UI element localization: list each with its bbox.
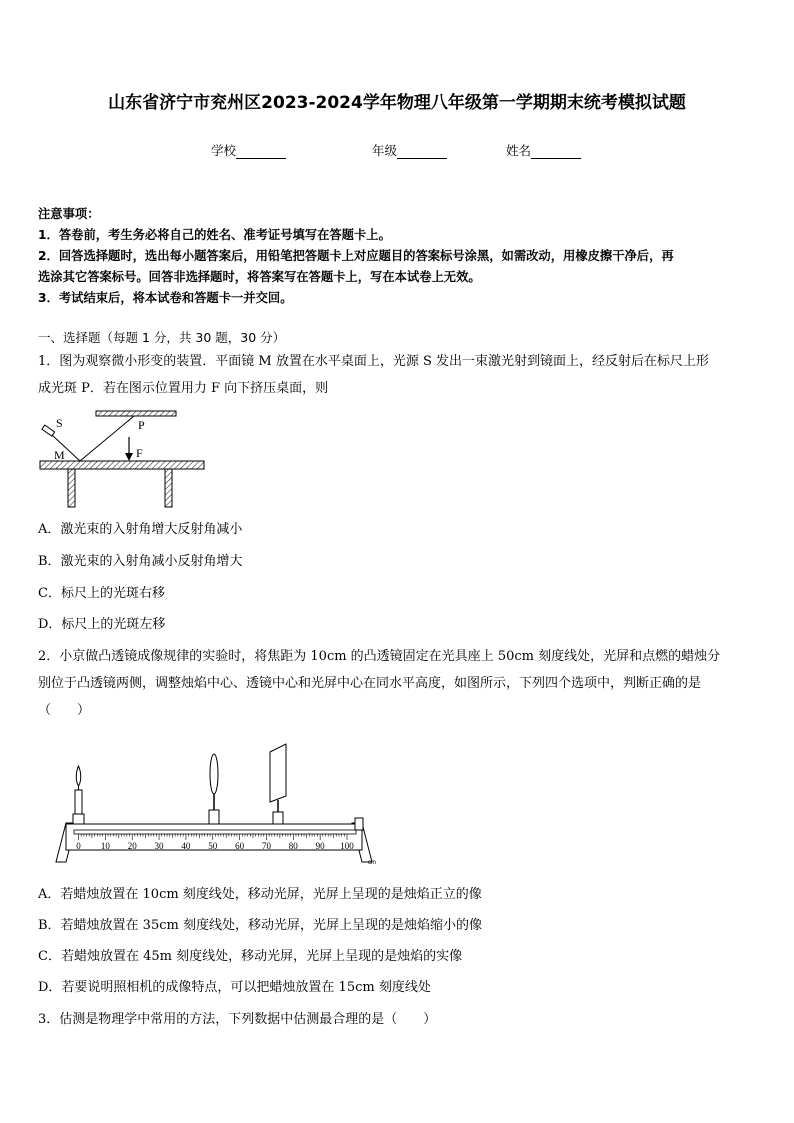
notice-item: 2．回答选择题时，选出每小题答案后，用铅笔把答题卡上对应题目的答案标号涂黑，如需改动，用橡皮擦干净后，再 bbox=[38, 249, 674, 263]
name-field[interactable] bbox=[506, 141, 581, 159]
option-d[interactable]: D．若要说明照相机的成像特点，可以把蜡烛放置在 15cm 刻度线处 bbox=[38, 980, 431, 995]
light-screen bbox=[270, 744, 286, 802]
ruler-label: 70 bbox=[261, 841, 271, 851]
ruler-label: 100 bbox=[340, 841, 354, 851]
ruler-unit: cm bbox=[368, 860, 376, 865]
optical-bench-figure bbox=[52, 740, 382, 865]
grade-field[interactable] bbox=[372, 141, 447, 159]
ruler-label: 0 bbox=[76, 841, 81, 851]
grade-label: 年级 bbox=[372, 143, 398, 158]
candle-flame bbox=[76, 766, 81, 786]
ruler-label: 60 bbox=[235, 841, 245, 851]
label-s: S bbox=[56, 416, 63, 430]
mirror-figure bbox=[38, 407, 208, 509]
option-b[interactable]: B．若蜡烛放置在 35cm 刻度线处，移动光屏，光屏上呈现的是烛焰缩小的像 bbox=[38, 918, 482, 933]
notice-heading: 注意事项： bbox=[38, 207, 100, 221]
convex-lens bbox=[210, 754, 218, 794]
candle-holder bbox=[73, 814, 84, 824]
question-line: 1．图为观察微小形变的装置．平面镜 M 放置在水平桌面上，光源 S 发出一束激光射到镜面上，经反射后在标尺上形 bbox=[38, 354, 710, 369]
ruler-label: 90 bbox=[315, 841, 325, 851]
ruler-label: 40 bbox=[181, 841, 191, 851]
question-line: 别位于凸透镜两侧，调整烛焰中心、透镜中心和光屏中心在同水平高度，如图所示，下列四个选项中，判断正确的是 bbox=[38, 676, 702, 691]
screen-holder bbox=[273, 812, 283, 824]
option-b[interactable]: B．激光束的入射角减小反射角增大 bbox=[38, 554, 243, 569]
ruler-label: 20 bbox=[127, 841, 137, 851]
candle-body bbox=[75, 790, 82, 814]
section-heading: 一、选择题（每题 1 分，共 30 题，30 分） bbox=[38, 330, 286, 345]
table-leg bbox=[68, 469, 75, 507]
label-m: M bbox=[54, 448, 65, 462]
question-line: 成光斑 P．若在图示位置用力 F 向下挤压桌面，则 bbox=[38, 381, 329, 396]
laser-source bbox=[42, 425, 55, 436]
question-line: 2．小京做凸透镜成像规律的实验时，将焦距为 10cm 的凸透镜固定在光具座上 50cm 刻度线处，光屏和点燃的蜡烛分 bbox=[38, 649, 721, 664]
question-3-stem: 3．估测是物理学中常用的方法，下列数据中估测最合理的是（ ） bbox=[38, 1012, 437, 1027]
force-arrowhead bbox=[125, 453, 133, 461]
option-c[interactable]: C．若蜡烛放置在 45m 刻度线处，移动光屏，光屏上呈现的是烛焰的实像 bbox=[38, 949, 463, 964]
table-top bbox=[40, 461, 204, 469]
school-field[interactable] bbox=[211, 141, 286, 159]
question-2-stem bbox=[38, 643, 758, 724]
option-a[interactable]: A．激光束的入射角增大反射角减小 bbox=[38, 522, 243, 537]
label-f: F bbox=[136, 446, 143, 460]
option-a[interactable]: A．若蜡烛放置在 10cm 刻度线处，移动光屏，光屏上呈现的是烛焰正立的像 bbox=[38, 887, 482, 902]
school-label: 学校 bbox=[211, 143, 237, 158]
question-1-stem bbox=[38, 348, 758, 402]
scale-ruler bbox=[96, 411, 176, 416]
option-c[interactable]: C．标尺上的光斑右移 bbox=[38, 586, 165, 601]
ruler-label: 80 bbox=[288, 841, 298, 851]
lens-holder bbox=[209, 810, 219, 824]
name-label: 姓名 bbox=[506, 143, 532, 158]
ruler-label: 50 bbox=[208, 841, 218, 851]
option-d[interactable]: D．标尺上的光斑左移 bbox=[38, 617, 166, 632]
label-p: P bbox=[138, 418, 145, 432]
page-title: 山东省济宁市兖州区2023-2024学年物理八年级第一学期期末统考模拟试题 bbox=[108, 93, 686, 113]
question-line: （ ） bbox=[38, 703, 91, 718]
notice-item: 选涂其它答案标号。回答非选择题时，将答案写在答题卡上，写在本试卷上无效。 bbox=[38, 270, 481, 284]
bench-end-knob bbox=[355, 818, 363, 830]
ruler-label: 30 bbox=[154, 841, 164, 851]
notice-item: 3．考试结束后，将本试卷和答题卡一并交回。 bbox=[38, 291, 293, 305]
table-leg bbox=[165, 469, 172, 507]
notice-block bbox=[38, 204, 758, 309]
notice-item: 1．答卷前，考生务必将自己的姓名、准考证号填写在答题卡上。 bbox=[38, 228, 391, 242]
ruler-label: 10 bbox=[100, 841, 110, 851]
